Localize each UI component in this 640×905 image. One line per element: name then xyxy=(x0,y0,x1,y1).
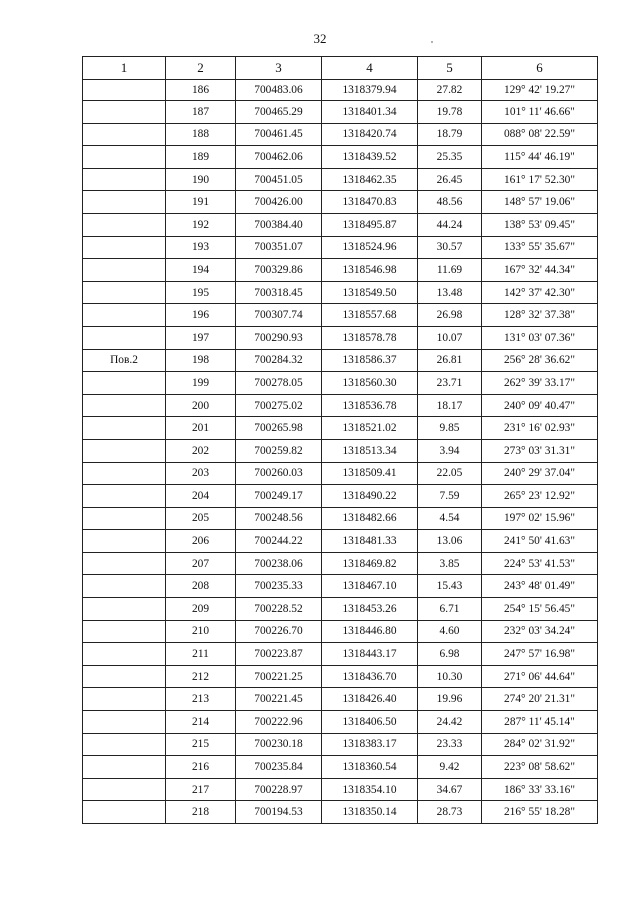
point-number-cell: 193 xyxy=(166,236,236,259)
distance-cell: 30.57 xyxy=(418,236,482,259)
section-label-cell xyxy=(83,304,166,327)
distance-cell: 9.42 xyxy=(418,756,482,779)
point-number-cell: 192 xyxy=(166,213,236,236)
distance-cell: 22.05 xyxy=(418,462,482,485)
table-row xyxy=(83,688,598,711)
section-label-cell xyxy=(83,101,166,124)
point-number-cell: 195 xyxy=(166,281,236,304)
point-number-cell: 205 xyxy=(166,507,236,530)
table-row xyxy=(83,281,598,304)
distance-cell: 23.33 xyxy=(418,733,482,756)
column-header: 2 xyxy=(166,57,236,80)
x-coordinate-cell: 700451.05 xyxy=(236,168,322,191)
table-row xyxy=(83,168,598,191)
point-number-cell: 201 xyxy=(166,417,236,440)
scan-speck xyxy=(431,41,433,43)
y-coordinate-cell: 1318495.87 xyxy=(322,213,418,236)
point-number-cell: 217 xyxy=(166,778,236,801)
bearing-angle-cell: 287° 11' 45.14" xyxy=(482,711,598,734)
bearing-angle-cell: 129° 42' 19.27" xyxy=(482,80,598,101)
distance-cell: 27.82 xyxy=(418,80,482,101)
bearing-angle-cell: 167° 32' 44.34" xyxy=(482,259,598,282)
distance-cell: 48.56 xyxy=(418,191,482,214)
distance-cell: 10.07 xyxy=(418,326,482,349)
y-coordinate-cell: 1318439.52 xyxy=(322,146,418,169)
x-coordinate-cell: 700228.52 xyxy=(236,598,322,621)
bearing-angle-cell: 133° 55' 35.67" xyxy=(482,236,598,259)
y-coordinate-cell: 1318513.34 xyxy=(322,439,418,462)
section-label-cell xyxy=(83,213,166,236)
y-coordinate-cell: 1318383.17 xyxy=(322,733,418,756)
point-number-cell: 189 xyxy=(166,146,236,169)
section-label-cell xyxy=(83,146,166,169)
section-label-cell: Пов.2 xyxy=(83,349,166,372)
x-coordinate-cell: 700465.29 xyxy=(236,101,322,124)
distance-cell: 24.42 xyxy=(418,711,482,734)
table-row xyxy=(83,326,598,349)
x-coordinate-cell: 700426.00 xyxy=(236,191,322,214)
table-row xyxy=(83,123,598,146)
bearing-angle-cell: 216° 55' 18.28" xyxy=(482,801,598,824)
table-row xyxy=(83,439,598,462)
point-number-cell: 207 xyxy=(166,552,236,575)
distance-cell: 10.30 xyxy=(418,665,482,688)
table-row xyxy=(83,756,598,779)
section-label-cell xyxy=(83,552,166,575)
section-label-cell xyxy=(83,394,166,417)
table-body xyxy=(83,80,598,824)
section-label-cell xyxy=(83,168,166,191)
section-label-cell xyxy=(83,123,166,146)
section-label-cell xyxy=(83,756,166,779)
section-label-cell xyxy=(83,598,166,621)
section-label-cell xyxy=(83,485,166,508)
point-number-cell: 202 xyxy=(166,439,236,462)
column-header: 1 xyxy=(83,57,166,80)
y-coordinate-cell: 1318560.30 xyxy=(322,372,418,395)
table-row xyxy=(83,530,598,553)
coordinates-table xyxy=(82,56,598,824)
y-coordinate-cell: 1318482.66 xyxy=(322,507,418,530)
table-row xyxy=(83,665,598,688)
bearing-angle-cell: 223° 08' 58.62" xyxy=(482,756,598,779)
point-number-cell: 215 xyxy=(166,733,236,756)
section-label-cell xyxy=(83,688,166,711)
section-label-cell xyxy=(83,620,166,643)
section-label-cell xyxy=(83,259,166,282)
distance-cell: 9.85 xyxy=(418,417,482,440)
point-number-cell: 197 xyxy=(166,326,236,349)
section-label-cell xyxy=(83,778,166,801)
section-label-cell xyxy=(83,236,166,259)
section-label-cell xyxy=(83,643,166,666)
point-number-cell: 191 xyxy=(166,191,236,214)
table-row xyxy=(83,101,598,124)
section-label-cell xyxy=(83,711,166,734)
distance-cell: 28.73 xyxy=(418,801,482,824)
table-row xyxy=(83,598,598,621)
bearing-angle-cell: 262° 39' 33.17" xyxy=(482,372,598,395)
bearing-angle-cell: 231° 16' 02.93" xyxy=(482,417,598,440)
point-number-cell: 209 xyxy=(166,598,236,621)
point-number-cell: 212 xyxy=(166,665,236,688)
y-coordinate-cell: 1318586.37 xyxy=(322,349,418,372)
distance-cell: 26.81 xyxy=(418,349,482,372)
section-label-cell xyxy=(83,417,166,440)
bearing-angle-cell: 274° 20' 21.31" xyxy=(482,688,598,711)
point-number-cell: 211 xyxy=(166,643,236,666)
section-label-cell xyxy=(83,191,166,214)
table-row xyxy=(83,394,598,417)
point-number-cell: 206 xyxy=(166,530,236,553)
section-label-cell xyxy=(83,462,166,485)
point-number-cell: 213 xyxy=(166,688,236,711)
table-row xyxy=(83,191,598,214)
section-label-cell xyxy=(83,372,166,395)
y-coordinate-cell: 1318453.26 xyxy=(322,598,418,621)
x-coordinate-cell: 700284.32 xyxy=(236,349,322,372)
x-coordinate-cell: 700235.84 xyxy=(236,756,322,779)
distance-cell: 19.96 xyxy=(418,688,482,711)
x-coordinate-cell: 700221.25 xyxy=(236,665,322,688)
point-number-cell: 194 xyxy=(166,259,236,282)
section-label-cell xyxy=(83,530,166,553)
table-row xyxy=(83,507,598,530)
bearing-angle-cell: 271° 06' 44.64" xyxy=(482,665,598,688)
table-row xyxy=(83,552,598,575)
bearing-angle-cell: 256° 28' 36.62" xyxy=(482,349,598,372)
table-row xyxy=(83,801,598,824)
table-row xyxy=(83,213,598,236)
table-header-row xyxy=(83,57,598,80)
bearing-angle-cell: 265° 23' 12.92" xyxy=(482,485,598,508)
point-number-cell: 199 xyxy=(166,372,236,395)
y-coordinate-cell: 1318379.94 xyxy=(322,80,418,101)
y-coordinate-cell: 1318469.82 xyxy=(322,552,418,575)
point-number-cell: 204 xyxy=(166,485,236,508)
y-coordinate-cell: 1318401.34 xyxy=(322,101,418,124)
bearing-angle-cell: 088° 08' 22.59" xyxy=(482,123,598,146)
bearing-angle-cell: 284° 02' 31.92" xyxy=(482,733,598,756)
point-number-cell: 190 xyxy=(166,168,236,191)
y-coordinate-cell: 1318549.50 xyxy=(322,281,418,304)
bearing-angle-cell: 232° 03' 34.24" xyxy=(482,620,598,643)
x-coordinate-cell: 700461.45 xyxy=(236,123,322,146)
bearing-angle-cell: 247° 57' 16.98" xyxy=(482,643,598,666)
point-number-cell: 198 xyxy=(166,349,236,372)
y-coordinate-cell: 1318481.33 xyxy=(322,530,418,553)
bearing-angle-cell: 224° 53' 41.53" xyxy=(482,552,598,575)
distance-cell: 11.69 xyxy=(418,259,482,282)
x-coordinate-cell: 700222.96 xyxy=(236,711,322,734)
column-header: 3 xyxy=(236,57,322,80)
x-coordinate-cell: 700278.05 xyxy=(236,372,322,395)
x-coordinate-cell: 700384.40 xyxy=(236,213,322,236)
x-coordinate-cell: 700290.93 xyxy=(236,326,322,349)
table-row xyxy=(83,80,598,101)
y-coordinate-cell: 1318490.22 xyxy=(322,485,418,508)
y-coordinate-cell: 1318443.17 xyxy=(322,643,418,666)
x-coordinate-cell: 700223.87 xyxy=(236,643,322,666)
x-coordinate-cell: 700238.06 xyxy=(236,552,322,575)
y-coordinate-cell: 1318426.40 xyxy=(322,688,418,711)
x-coordinate-cell: 700226.70 xyxy=(236,620,322,643)
distance-cell: 44.24 xyxy=(418,213,482,236)
table-row xyxy=(83,304,598,327)
bearing-angle-cell: 240° 29' 37.04" xyxy=(482,462,598,485)
table-row xyxy=(83,620,598,643)
x-coordinate-cell: 700194.53 xyxy=(236,801,322,824)
section-label-cell xyxy=(83,507,166,530)
distance-cell: 6.98 xyxy=(418,643,482,666)
table-row xyxy=(83,575,598,598)
distance-cell: 26.98 xyxy=(418,304,482,327)
x-coordinate-cell: 700351.07 xyxy=(236,236,322,259)
y-coordinate-cell: 1318406.50 xyxy=(322,711,418,734)
bearing-angle-cell: 142° 37' 42.30" xyxy=(482,281,598,304)
y-coordinate-cell: 1318350.14 xyxy=(322,801,418,824)
y-coordinate-cell: 1318446.80 xyxy=(322,620,418,643)
bearing-angle-cell: 243° 48' 01.49" xyxy=(482,575,598,598)
distance-cell: 15.43 xyxy=(418,575,482,598)
x-coordinate-cell: 700307.74 xyxy=(236,304,322,327)
y-coordinate-cell: 1318546.98 xyxy=(322,259,418,282)
point-number-cell: 188 xyxy=(166,123,236,146)
y-coordinate-cell: 1318462.35 xyxy=(322,168,418,191)
y-coordinate-cell: 1318557.68 xyxy=(322,304,418,327)
table-row xyxy=(83,462,598,485)
bearing-angle-cell: 148° 57' 19.06" xyxy=(482,191,598,214)
distance-cell: 3.85 xyxy=(418,552,482,575)
distance-cell: 3.94 xyxy=(418,439,482,462)
bearing-angle-cell: 161° 17' 52.30" xyxy=(482,168,598,191)
table-row xyxy=(83,643,598,666)
x-coordinate-cell: 700275.02 xyxy=(236,394,322,417)
section-label-cell xyxy=(83,80,166,101)
y-coordinate-cell: 1318509.41 xyxy=(322,462,418,485)
column-header: 6 xyxy=(482,57,598,80)
y-coordinate-cell: 1318420.74 xyxy=(322,123,418,146)
bearing-angle-cell: 241° 50' 41.63" xyxy=(482,530,598,553)
bearing-angle-cell: 240° 09' 40.47" xyxy=(482,394,598,417)
x-coordinate-cell: 700244.22 xyxy=(236,530,322,553)
section-label-cell xyxy=(83,281,166,304)
point-number-cell: 216 xyxy=(166,756,236,779)
bearing-angle-cell: 115° 44' 46.19" xyxy=(482,146,598,169)
point-number-cell: 214 xyxy=(166,711,236,734)
bearing-angle-cell: 131° 03' 07.36" xyxy=(482,326,598,349)
y-coordinate-cell: 1318354.10 xyxy=(322,778,418,801)
distance-cell: 34.67 xyxy=(418,778,482,801)
table-row xyxy=(83,417,598,440)
y-coordinate-cell: 1318467.10 xyxy=(322,575,418,598)
table-row xyxy=(83,259,598,282)
point-number-cell: 187 xyxy=(166,101,236,124)
distance-cell: 26.45 xyxy=(418,168,482,191)
bearing-angle-cell: 128° 32' 37.38" xyxy=(482,304,598,327)
distance-cell: 25.35 xyxy=(418,146,482,169)
table-row xyxy=(83,372,598,395)
x-coordinate-cell: 700462.06 xyxy=(236,146,322,169)
y-coordinate-cell: 1318436.70 xyxy=(322,665,418,688)
y-coordinate-cell: 1318536.78 xyxy=(322,394,418,417)
distance-cell: 13.06 xyxy=(418,530,482,553)
distance-cell: 23.71 xyxy=(418,372,482,395)
distance-cell: 13.48 xyxy=(418,281,482,304)
y-coordinate-cell: 1318578.78 xyxy=(322,326,418,349)
x-coordinate-cell: 700230.18 xyxy=(236,733,322,756)
table-row xyxy=(83,733,598,756)
table-row xyxy=(83,778,598,801)
y-coordinate-cell: 1318470.83 xyxy=(322,191,418,214)
table-row xyxy=(83,236,598,259)
point-number-cell: 200 xyxy=(166,394,236,417)
bearing-angle-cell: 254° 15' 56.45" xyxy=(482,598,598,621)
bearing-angle-cell: 138° 53' 09.45" xyxy=(482,213,598,236)
x-coordinate-cell: 700248.56 xyxy=(236,507,322,530)
section-label-cell xyxy=(83,439,166,462)
table-row xyxy=(83,146,598,169)
x-coordinate-cell: 700228.97 xyxy=(236,778,322,801)
x-coordinate-cell: 700221.45 xyxy=(236,688,322,711)
x-coordinate-cell: 700259.82 xyxy=(236,439,322,462)
distance-cell: 6.71 xyxy=(418,598,482,621)
x-coordinate-cell: 700483.06 xyxy=(236,80,322,101)
point-number-cell: 218 xyxy=(166,801,236,824)
x-coordinate-cell: 700260.03 xyxy=(236,462,322,485)
point-number-cell: 210 xyxy=(166,620,236,643)
distance-cell: 19.78 xyxy=(418,101,482,124)
distance-cell: 4.60 xyxy=(418,620,482,643)
x-coordinate-cell: 700329.86 xyxy=(236,259,322,282)
page-number: 32 xyxy=(313,31,327,46)
x-coordinate-cell: 700318.45 xyxy=(236,281,322,304)
y-coordinate-cell: 1318521.02 xyxy=(322,417,418,440)
x-coordinate-cell: 700265.98 xyxy=(236,417,322,440)
column-header: 5 xyxy=(418,57,482,80)
bearing-angle-cell: 186° 33' 33.16" xyxy=(482,778,598,801)
table-row xyxy=(83,485,598,508)
distance-cell: 18.79 xyxy=(418,123,482,146)
bearing-angle-cell: 101° 11' 46.66" xyxy=(482,101,598,124)
column-header: 4 xyxy=(322,57,418,80)
y-coordinate-cell: 1318524.96 xyxy=(322,236,418,259)
section-label-cell xyxy=(83,575,166,598)
distance-cell: 4.54 xyxy=(418,507,482,530)
point-number-cell: 186 xyxy=(166,80,236,101)
distance-cell: 18.17 xyxy=(418,394,482,417)
section-label-cell xyxy=(83,665,166,688)
x-coordinate-cell: 700249.17 xyxy=(236,485,322,508)
section-label-cell xyxy=(83,733,166,756)
y-coordinate-cell: 1318360.54 xyxy=(322,756,418,779)
bearing-angle-cell: 273° 03' 31.31" xyxy=(482,439,598,462)
distance-cell: 7.59 xyxy=(418,485,482,508)
point-number-cell: 203 xyxy=(166,462,236,485)
x-coordinate-cell: 700235.33 xyxy=(236,575,322,598)
table-row xyxy=(83,711,598,734)
section-label-cell xyxy=(83,326,166,349)
point-number-cell: 196 xyxy=(166,304,236,327)
section-label-cell xyxy=(83,801,166,824)
bearing-angle-cell: 197° 02' 15.96" xyxy=(482,507,598,530)
table-row xyxy=(83,349,598,372)
point-number-cell: 208 xyxy=(166,575,236,598)
